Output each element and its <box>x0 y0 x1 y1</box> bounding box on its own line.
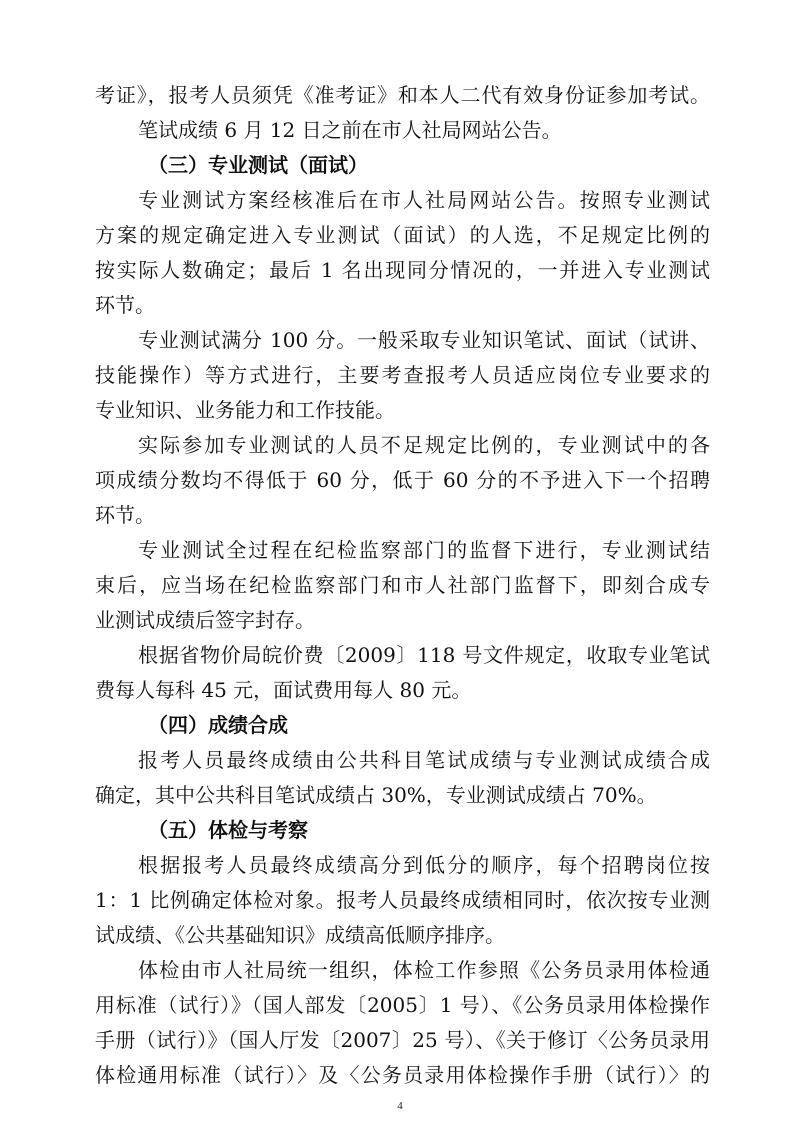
body-line: 报考人员最终成绩由公共科目笔试成绩与专业测试成绩合成 <box>138 748 710 772</box>
body-line: 方案的规定确定进入专业测试（面试）的人选，不足规定比例的 <box>95 223 710 247</box>
body-line: 环节。 <box>95 503 155 527</box>
section-heading: （五）体检与考察 <box>148 818 308 842</box>
body-line: 手册（试行）》（国人厅发〔2007〕25 号）、《关于修订〈公务员录用 <box>95 1028 710 1052</box>
body-line: 技能操作）等方式进行，主要考查报考人员适应岗位专业要求的 <box>95 363 710 387</box>
section-heading: （四）成绩合成 <box>148 713 288 737</box>
section-heading: （三）专业测试（面试） <box>148 153 368 177</box>
body-line: 确定，其中公共科目笔试成绩占 30%，专业测试成绩占 70%。 <box>95 783 657 807</box>
body-line: 费每人每科 45 元，面试费用每人 80 元。 <box>95 678 472 702</box>
body-line: 专业知识、业务能力和工作技能。 <box>95 398 395 422</box>
body-line: 1：1 比例确定体检对象。报考人员最终成绩相同时，依次按专业测 <box>95 888 710 912</box>
body-line: 用标准（试行）》（国人部发〔2005〕1 号）、《公务员录用体检操作 <box>95 993 710 1017</box>
body-line: 束后，应当场在纪检监察部门和市人社部门监督下，即刻合成专 <box>95 573 710 597</box>
body-line: 根据省物价局皖价费〔2009〕118 号文件规定，收取专业笔试 <box>138 643 710 667</box>
body-line: 专业测试满分 100 分。一般采取专业知识笔试、面试（试讲、 <box>138 328 710 352</box>
body-line: 业测试成绩后签字封存。 <box>95 608 315 632</box>
body-line: 考证》，报考人员须凭《准考证》和本人二代有效身份证参加考试。 <box>95 83 710 107</box>
body-line: 体检由市人社局统一组织，体检工作参照《公务员录用体检通 <box>138 958 710 982</box>
body-line: 根据报考人员最终成绩高分到低分的顺序，每个招聘岗位按 <box>138 853 710 877</box>
body-line: 专业测试方案经核准后在市人社局网站公告。按照专业测试 <box>138 188 710 212</box>
body-line: 专业测试全过程在纪检监察部门的监督下进行，专业测试结 <box>138 538 710 562</box>
body-line: 项成绩分数均不得低于 60 分，低于 60 分的不予进入下一个招聘 <box>95 468 710 492</box>
body-line: 体检通用标准（试行）〉及〈公务员录用体检操作手册（试行）〉的 <box>95 1063 710 1087</box>
body-line: 笔试成绩 6 月 12 日之前在市人社局网站公告。 <box>138 118 562 142</box>
page-number: 4 <box>397 1100 403 1112</box>
body-line: 实际参加专业测试的人员不足规定比例的，专业测试中的各 <box>138 433 710 457</box>
body-line: 环节。 <box>95 293 155 317</box>
body-line: 按实际人数确定；最后 1 名出现同分情况的，一并进入专业测试 <box>95 258 710 282</box>
body-line: 试成绩、《公共基础知识》成绩高低顺序排序。 <box>95 923 505 947</box>
